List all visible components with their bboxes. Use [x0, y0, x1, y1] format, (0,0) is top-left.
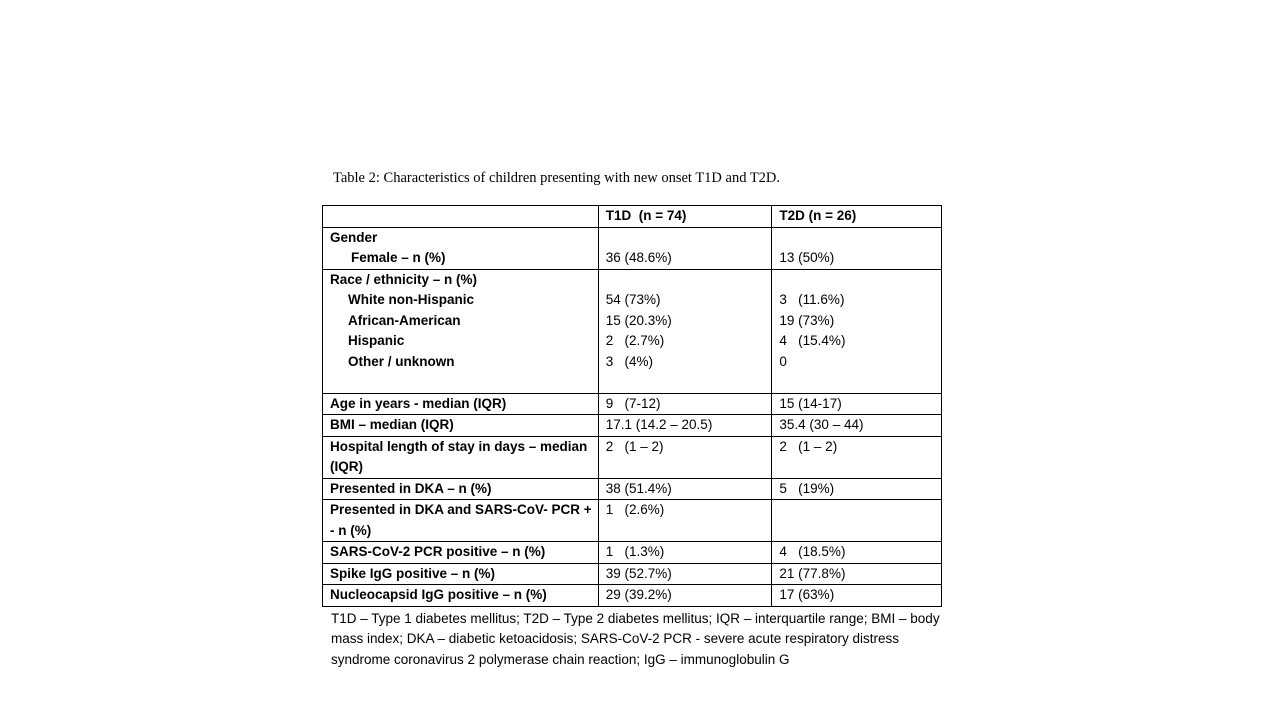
race-item-label: Hispanic: [348, 333, 405, 348]
race-t2d-value: 0: [779, 353, 787, 369]
table-row-race: [323, 269, 942, 393]
cell-race-t2d: [772, 269, 942, 393]
header-cell-t2d: T2D (n = 26): [772, 206, 942, 228]
row-label: Presented in DKA – n (%): [323, 478, 599, 500]
table-footnote: T1D – Type 1 diabetes mellitus; T2D – Type 2 diabetes mellitus; IQR – interquartile range; BMI – body mass index; DKA – diabetic ketoacidosis; SARS-CoV-2 PCR - severe acute respiratory distress syndrome coronavirus 2 polymerase chain reaction; IgG – immunoglobulin G: [331, 611, 940, 667]
cell-gender-t2d: [772, 227, 942, 269]
row-label: Nucleocapsid IgG positive – n (%): [323, 585, 599, 607]
race-item-label: African-American: [348, 312, 461, 328]
row-t1d-value: 29 (39.2%): [598, 585, 772, 607]
row-label: SARS-CoV-2 PCR positive – n (%): [323, 542, 599, 564]
row-label-gender: [323, 227, 599, 269]
female-label: Female – n (%): [351, 250, 446, 265]
table-row: [323, 436, 942, 478]
characteristics-table: [322, 205, 942, 607]
cell-gender-t1d: [598, 227, 772, 269]
race-item-label: White non-Hispanic: [348, 292, 474, 307]
row-t2d-value: 2 (1 – 2): [772, 436, 942, 478]
header-cell-empty: [323, 206, 599, 228]
header-cell-t1d: T1D (n = 74): [598, 206, 772, 228]
gender-label: Gender: [330, 229, 378, 245]
row-label: BMI – median (IQR): [323, 415, 599, 437]
row-t2d-value: [772, 500, 942, 542]
row-t2d-value: 15 (14-17): [772, 393, 942, 415]
race-t2d-value: 3 (11.6%): [779, 292, 845, 307]
row-t1d-value: 9 (7-12): [598, 393, 772, 415]
row-label: Presented in DKA and SARS-CoV- PCR + - n (%): [323, 500, 599, 542]
row-t1d-value: 17.1 (14.2 – 20.5): [598, 415, 772, 437]
row-t1d-value: 1 (1.3%): [598, 542, 772, 564]
female-t2d-value: 13 (50%): [779, 250, 835, 265]
table-row: [323, 585, 942, 607]
race-t1d-value: 3 (4%): [605, 353, 653, 369]
row-t2d-value: 5 (19%): [772, 478, 942, 500]
table-caption: Table 2: Characteristics of children presenting with new onset T1D and T2D.: [333, 170, 781, 186]
female-t1d-value: 36 (48.6%): [605, 250, 672, 265]
row-t1d-value: 2 (1 – 2): [598, 436, 772, 478]
row-t1d-value: 1 (2.6%): [598, 500, 772, 542]
row-label: Hospital length of stay in days – median (IQR): [323, 436, 599, 478]
table-row: [323, 500, 942, 542]
row-t1d-value: 39 (52.7%): [598, 563, 772, 585]
table-row: [323, 478, 942, 500]
race-t1d-value: 15 (20.3%): [605, 312, 672, 328]
row-t2d-value: 21 (77.8%): [772, 563, 942, 585]
cell-race-t1d: [598, 269, 772, 393]
table-row: [323, 542, 942, 564]
row-t2d-value: 35.4 (30 – 44): [772, 415, 942, 437]
row-label: Spike IgG positive – n (%): [323, 563, 599, 585]
row-t2d-value: 17 (63%): [772, 585, 942, 607]
race-t1d-value: 54 (73%): [605, 292, 661, 307]
row-t1d-value: 38 (51.4%): [598, 478, 772, 500]
race-t2d-value: 4 (15.4%): [779, 333, 846, 348]
table-header-row: [323, 206, 942, 228]
table-row: [323, 393, 942, 415]
table-row-gender: [323, 227, 942, 269]
race-item-label: Other / unknown: [348, 353, 455, 369]
row-t2d-value: 4 (18.5%): [772, 542, 942, 564]
row-label-race: [323, 269, 599, 393]
race-t1d-value: 2 (2.7%): [605, 333, 665, 348]
race-t2d-value: 19 (73%): [779, 312, 835, 328]
table-row: [323, 563, 942, 585]
race-label: Race / ethnicity – n (%): [330, 271, 478, 287]
table-row: [323, 415, 942, 437]
row-label: Age in years - median (IQR): [323, 393, 599, 415]
